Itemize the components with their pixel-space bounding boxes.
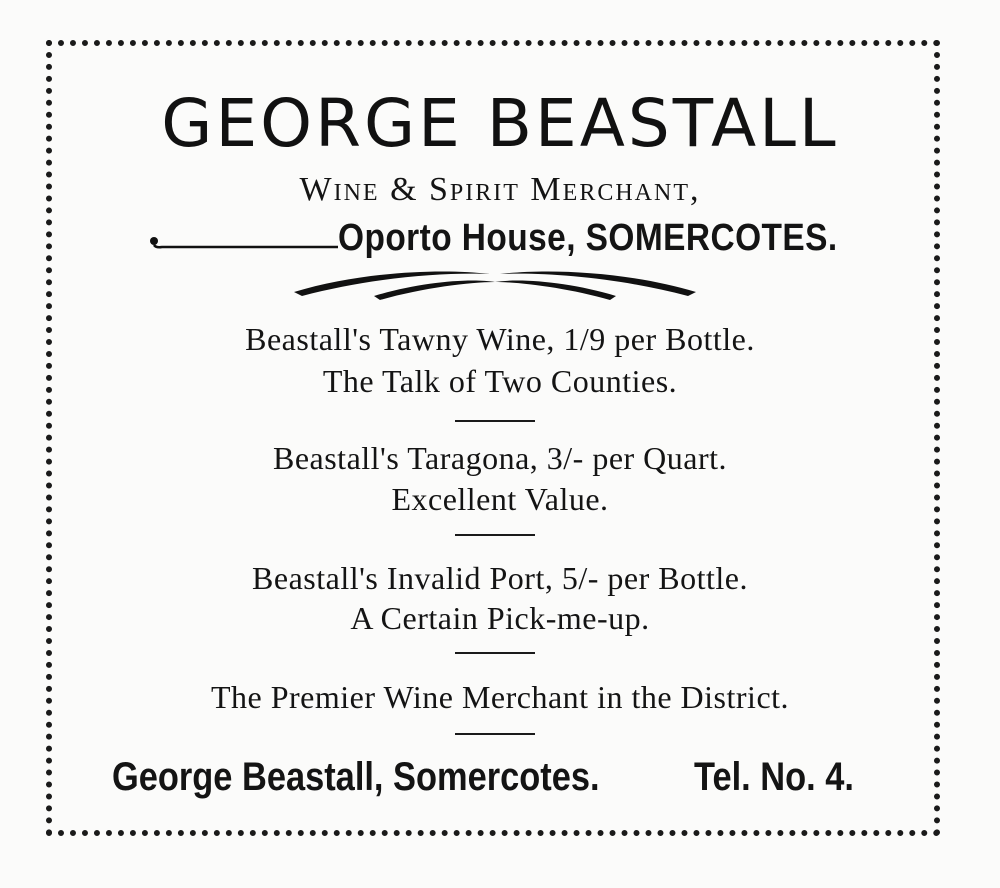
trade-description: Wine & Spirit Merchant, [299,171,701,208]
section-divider [455,733,535,735]
product-tawny-line: Beastall's Tawny Wine, 1/9 per Bottle. [245,321,755,357]
merchant-name-heading: GEORGE BEASTALL [161,85,839,162]
scroll-ornament-icon [290,268,700,304]
section-divider [455,652,535,654]
footer-name: George Beastall, Somercotes. [112,755,600,799]
flourish-rule-icon [148,214,348,262]
product-taragona-line: Beastall's Taragona, 3/- per Quart. [272,440,728,476]
footer-telephone: Tel. No. 4. [694,755,854,799]
section-divider [455,534,535,536]
product-port-tagline: A Certain Pick-me-up. [350,600,650,636]
address-line: Oporto House, SOMERCOTES. [338,217,838,259]
section-divider [455,420,535,422]
slogan-line: The Premier Wine Merchant in the District. [210,679,790,715]
product-port-line: Beastall's Invalid Port, 5/- per Bottle. [252,560,748,596]
product-tawny-tagline: The Talk of Two Counties. [322,363,678,399]
product-taragona-tagline: Excellent Value. [391,481,609,517]
address-row [148,214,888,262]
